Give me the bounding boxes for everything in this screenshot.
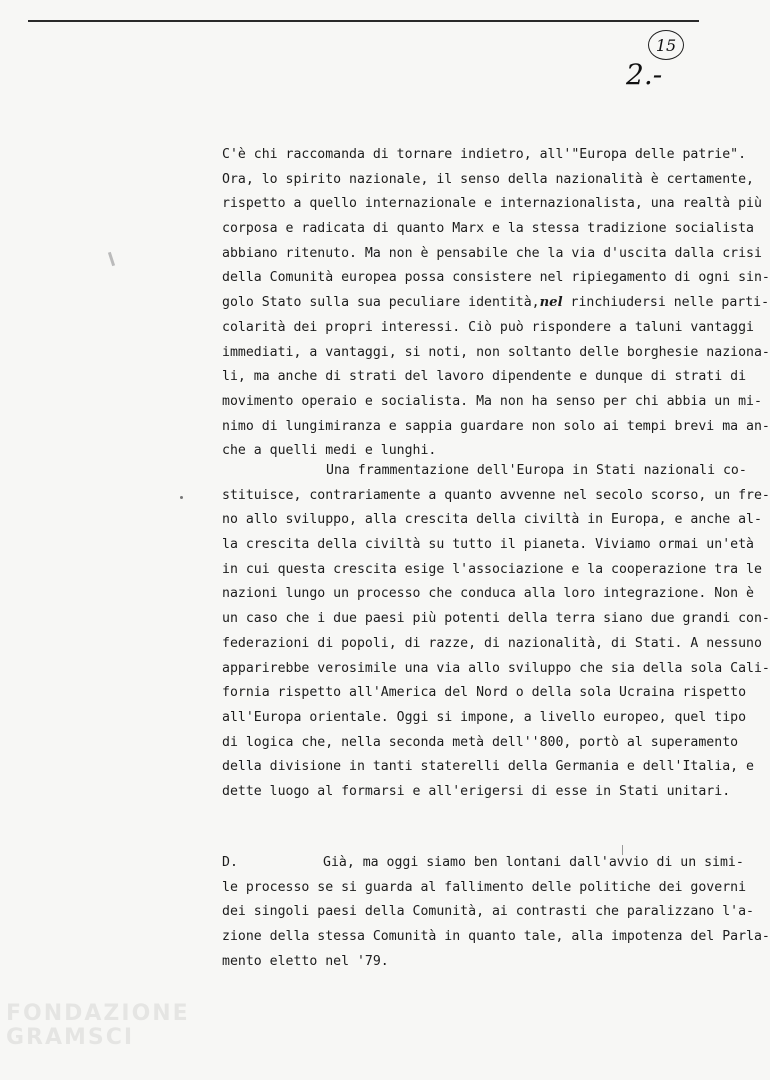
archive-page-stamp [648, 30, 684, 60]
text-line: no allo sviluppo, alla crescita della civiltà in Europa, e anche al- [222, 512, 762, 528]
text-line: mento eletto nel '79. [222, 953, 389, 969]
text-line: corposa e radicata di quanto Marx e la stessa tradizione socialista [222, 221, 754, 237]
text-line: nimo di lungimiranza e sappia guardare non solo ai tempi brevi ma an- [222, 418, 770, 434]
text-line: le processo se si guarda al fallimento delle politiche dei governi [222, 879, 747, 895]
handwritten-correction: nel [539, 295, 563, 311]
speaker-label: D. [222, 855, 238, 870]
text-line: all'Europa orientale. Oggi si impone, a livello europeo, quel tipo [222, 709, 747, 725]
archive-watermark [6, 1002, 206, 1050]
text-line: abbiano ritenuto. Ma non è pensabile che la via d'uscita dalla crisi [222, 245, 762, 261]
text-line: un caso che i due paesi più potenti della terra siano due grandi con- [222, 611, 770, 627]
text-line: stituisce, contrariamente a quanto avvenne nel secolo scorso, un fre- [222, 487, 770, 503]
text-line: Una frammentazione dell'Europa in Stati nazionali co- [326, 463, 747, 478]
text-line: rispetto a quello internazionale e internazionalista, una realtà più [222, 196, 762, 212]
text-line: immediati, a vantaggi, si noti, non soltanto delle borghesie naziona- [222, 344, 770, 360]
text-line: dette luogo al formarsi e all'erigersi di esse in Stati unitari. [222, 783, 731, 799]
text-line: li, ma anche di strati del lavoro dipendente e dunque di strati di [222, 369, 747, 385]
text-line: della Comunità europea possa consistere nel ripiegamento di ogni sin- [222, 270, 770, 286]
scan-mark [108, 252, 115, 266]
paragraph-1 [222, 143, 770, 464]
text-line: C'è chi raccomanda di tornare indietro, all'"Europa delle patrie". [222, 147, 747, 162]
text-line: della divisione in tanti staterelli della Germania e dell'Italia, e [222, 759, 754, 775]
text-line: fornia rispetto all'America del Nord o della sola Ucraina rispetto [222, 685, 747, 701]
handwritten-page-number: 2.- [626, 58, 663, 91]
text-segment: rinchiudersi nelle parti- [562, 295, 770, 311]
text-line: apparirebbe verosimile una via allo sviluppo che sia della sola Cali- [222, 660, 770, 676]
text-line: movimento operaio e socialista. Ma non ha senso per chi abbia un mi- [222, 393, 762, 409]
text-line: Ora, lo spirito nazionale, il senso della nazionalità è certamente, [222, 171, 754, 187]
watermark-line: GRAMSCI [6, 1025, 135, 1050]
text-segment: Già, ma oggi siamo ben lontani dall'avvio di un simi- [323, 855, 744, 870]
text-line [222, 851, 744, 876]
text-line: zione della stessa Comunità in quanto tale, alla impotenza del Parla- [222, 929, 770, 945]
stamp-number: 15 [655, 35, 677, 55]
text-line: dei singoli paesi della Comunità, ai contrasti che paralizzano l'a- [222, 904, 754, 920]
scan-dot [180, 496, 183, 499]
top-rule [28, 20, 699, 22]
text-line [222, 291, 770, 316]
text-line: in cui questa crescita esige l'associazione e la cooperazione tra le [222, 561, 762, 577]
interview-question [222, 851, 770, 974]
text-line: colarità dei propri interessi. Ciò può rispondere a taluni vantaggi [222, 319, 754, 335]
text-line: che a quelli medi e lunghi. [222, 443, 437, 459]
watermark-line: FONDAZIONE [6, 1001, 190, 1026]
text-line: nazioni lungo un processo che conduca alla loro integrazione. Non è [222, 586, 754, 602]
paragraph-2 [222, 459, 770, 805]
text-segment: golo Stato sulla sua peculiare identità, [222, 295, 540, 311]
text-line: la crescita della civiltà su tutto il pianeta. Viviamo ormai un'età [222, 537, 754, 553]
text-line: di logica che, nella seconda metà dell''800, portò al superamento [222, 734, 739, 750]
text-line: federazioni di popoli, di razze, di nazionalità, di Stati. A nessuno [222, 635, 762, 651]
